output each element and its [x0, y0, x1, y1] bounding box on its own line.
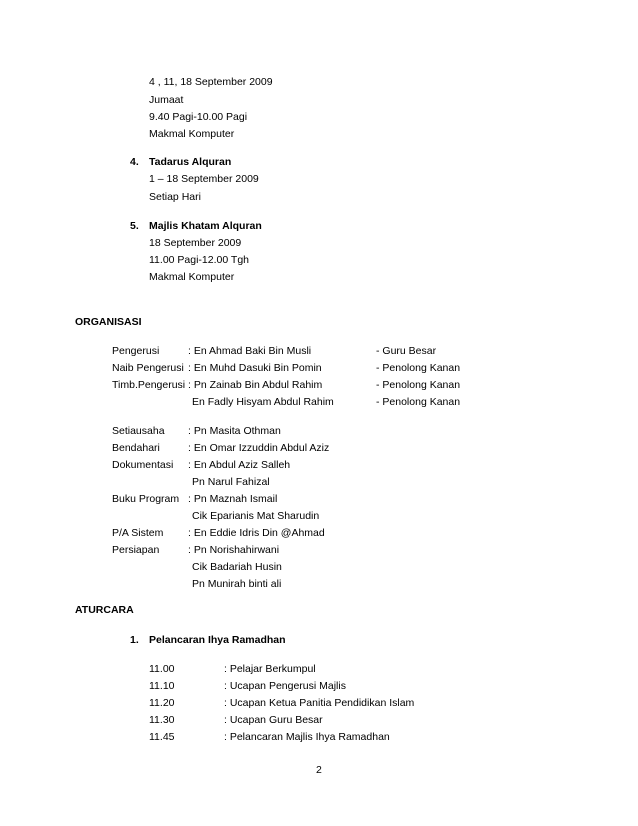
org-role: P/A Sistem — [112, 527, 164, 539]
org-post: - Guru Besar — [376, 345, 437, 357]
org-role: Pengerusi — [112, 345, 160, 357]
item5-date: 18 September 2009 — [149, 237, 242, 249]
org-name: : Pn Norishahirwani — [188, 544, 280, 556]
org-name: En Fadly Hisyam Abdul Rahim — [192, 396, 334, 408]
org-name: Pn Narul Fahizal — [192, 476, 270, 488]
item4-number: 4. — [130, 156, 139, 168]
org-name: : Pn Maznah Ismail — [188, 493, 278, 505]
org-role: Naib Pengerusi — [112, 362, 184, 374]
schedule-time: 11.30 — [149, 714, 175, 726]
schedule-time: 11.10 — [149, 680, 175, 692]
org-name: : En Eddie Idris Din @Ahmad — [188, 527, 325, 539]
org-role: Timb.Pengerusi — [112, 379, 186, 391]
aturcara-item-title: Pelancaran Ihya Ramadhan — [149, 634, 286, 646]
org-name: Pn Munirah binti ali — [192, 578, 282, 590]
org-role: Buku Program — [112, 493, 180, 505]
org-name: : En Abdul Aziz Salleh — [188, 459, 291, 471]
item5-number: 5. — [130, 220, 139, 232]
aturcara-heading: ATURCARA — [75, 604, 134, 616]
item4-title: Tadarus Alquran — [149, 156, 232, 168]
org-name: : En Ahmad Baki Bin Musli — [188, 345, 312, 357]
org-name: : En Omar Izzuddin Abdul Aziz — [188, 442, 330, 454]
item5-time: 11.00 Pagi-12.00 Tgh — [149, 254, 250, 266]
schedule-time: 11.20 — [149, 697, 175, 709]
org-name: Cik Eparianis Mat Sharudin — [192, 510, 320, 522]
org-role: Bendahari — [112, 442, 160, 454]
item4-date: 1 – 18 September 2009 — [149, 173, 259, 185]
item5-title: Majlis Khatam Alquran — [149, 220, 262, 232]
org-role: Persiapan — [112, 544, 160, 556]
org-name: : Pn Masita Othman — [188, 425, 281, 437]
org-role: Setiausaha — [112, 425, 165, 437]
date-line: 4 , 11, 18 September 2009 — [149, 76, 273, 88]
venue-line: Makmal Komputer — [149, 128, 235, 140]
schedule-time: 11.00 — [149, 663, 175, 675]
schedule-time: 11.45 — [149, 731, 175, 743]
org-post: - Penolong Kanan — [376, 379, 461, 391]
item5-venue: Makmal Komputer — [149, 271, 235, 283]
organisasi-heading: ORGANISASI — [75, 316, 142, 328]
schedule-event: : Ucapan Ketua Panitia Pendidikan Islam — [224, 697, 415, 709]
item4-frequency: Setiap Hari — [149, 191, 201, 203]
org-post: - Penolong Kanan — [376, 396, 461, 408]
org-name: Cik Badariah Husin — [192, 561, 282, 573]
time-line: 9.40 Pagi-10.00 Pagi — [149, 111, 248, 123]
schedule-event: : Ucapan Guru Besar — [224, 714, 323, 726]
org-name: : Pn Zainab Bin Abdul Rahim — [188, 379, 323, 391]
day-line: Jumaat — [149, 94, 184, 106]
org-name: : En Muhd Dasuki Bin Pomin — [188, 362, 322, 374]
schedule-event: : Ucapan Pengerusi Majlis — [224, 680, 346, 692]
schedule-event: : Pelajar Berkumpul — [224, 663, 316, 675]
org-post: - Penolong Kanan — [376, 362, 461, 374]
aturcara-item-number: 1. — [130, 634, 139, 646]
schedule-event: : Pelancaran Majlis Ihya Ramadhan — [224, 731, 390, 743]
page-number: 2 — [316, 764, 322, 776]
org-role: Dokumentasi — [112, 459, 174, 471]
